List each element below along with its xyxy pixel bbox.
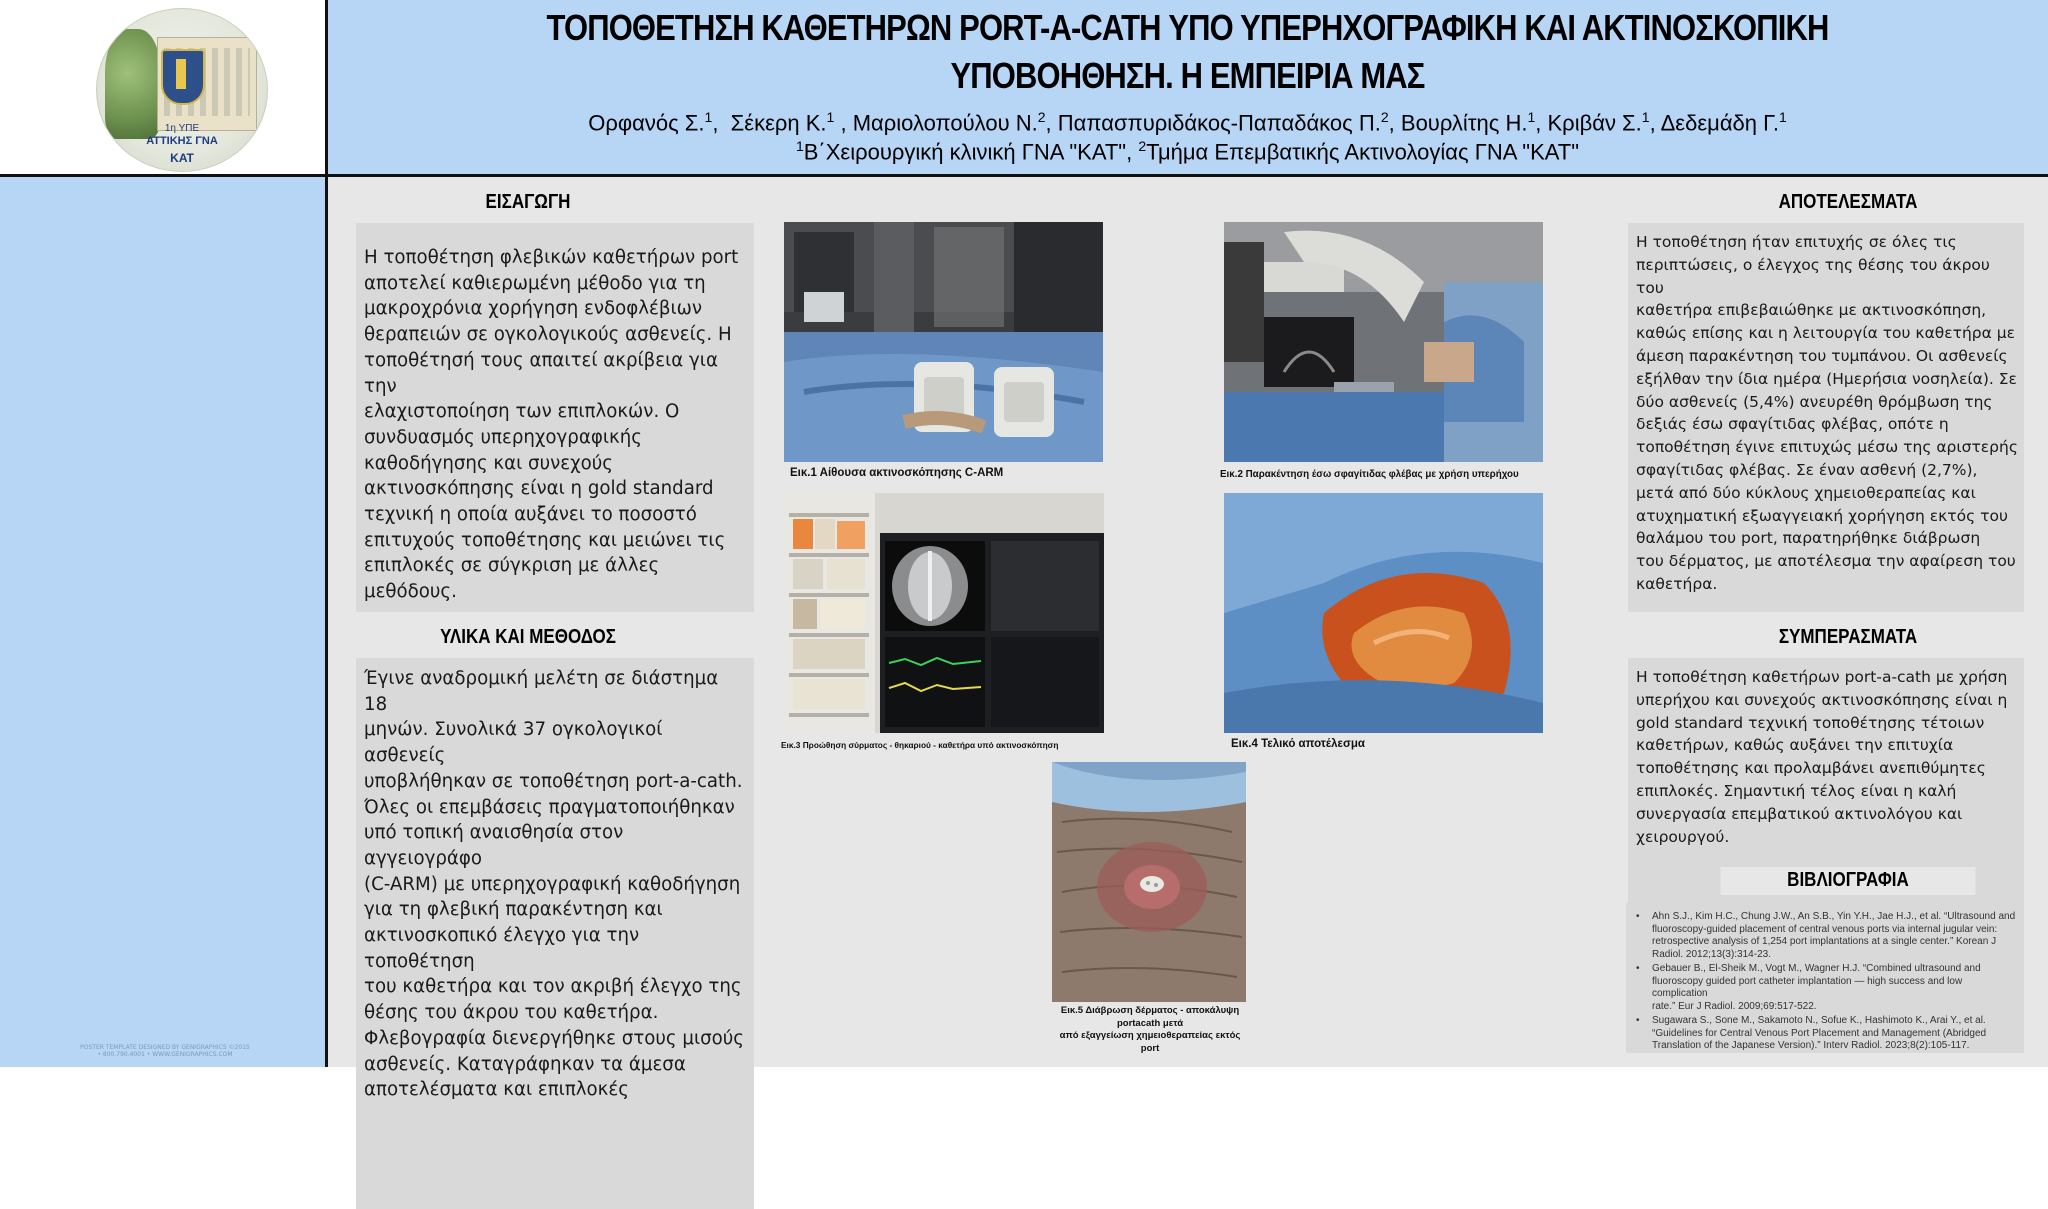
reference-item: [1630, 1015, 2018, 1053]
skin-erosion-image: [1052, 762, 1246, 1002]
text-line: περιπτώσεις, ο έλεγχος της θέσης του άκρου του: [1636, 255, 1990, 297]
text-line: μετά από δύο κύκλους χημειοθεραπείας και: [1636, 483, 1976, 502]
poster-title: [447, 4, 1927, 100]
affiliation-1: Β΄Χειρουργική κλινική ΓΝΑ "ΚΑΤ",: [803, 139, 1139, 165]
author-name: Δεδεμάδη Γ.: [1660, 110, 1779, 136]
text-line: επιπλοκές σε σύγκριση με άλλες μεθόδους.: [364, 555, 660, 603]
title-line-1: ΤΟΠΟΘΕΤΗΣΗ ΚΑΘΕΤΗΡΩΝ PORT-A-CATH ΥΠΟ ΥΠΕΡΗΧΟΓΡΑΦΙΚΗ ΚΑΙ ΑΚΤΙΝΟΣΚΟΠΙΚΗ: [546, 7, 1829, 48]
text-line: τοποθέτησή τους απαιτεί ακρίβεια για την: [364, 349, 718, 397]
author-sep: ,: [834, 110, 853, 136]
text-line: για τη φλεβική παρακέντηση και: [364, 899, 663, 921]
final-result-image: [1224, 493, 1543, 733]
text-line: αποτελέσματα και επιπλοκές: [364, 1079, 629, 1101]
text-line: δεξιάς έσω σφαγίτιδας φλέβας, οπότε η: [1636, 415, 1949, 434]
text-line: ελαχιστοποίηση των επιπλοκών. Ο: [364, 401, 680, 423]
title-line-2: ΥΠΟΒΟΗΘΗΣΗ. Η ΕΜΠΕΙΡΙΑ ΜΑΣ: [950, 55, 1425, 96]
carm-room-image: [784, 222, 1103, 462]
text-line: καθοδήγησης και συνεχούς: [364, 452, 613, 474]
text-line: (C-ARM) με υπερηχογραφική καθοδήγηση: [364, 873, 741, 895]
author-sup: 2: [1037, 109, 1046, 125]
left-sidebar: [0, 177, 325, 1067]
results-text: [1636, 231, 2018, 596]
methods-text: [364, 666, 744, 1103]
intro-title: ΕΙΣΑΓΩΓΗ: [485, 191, 571, 213]
author-name: Κριβάν Σ.: [1547, 110, 1642, 136]
conclusions-text: [1636, 666, 2018, 848]
text-line: χειρουργού.: [1636, 827, 1730, 846]
ref-line: fluoroscopy guided port catheter implantation — high success and low complication: [1652, 975, 1963, 999]
logo-area: [0, 0, 325, 176]
text-line: συνδυασμός υπερηχογραφικής: [364, 426, 642, 448]
results-box: [1628, 223, 2024, 612]
text-line: τοποθέτηση έγινε επιτυχώς μέσω της αριστερής: [1636, 438, 2018, 457]
text-line: Έγινε αναδρομική μελέτη σε διάστημα 18: [364, 668, 719, 715]
ultrasound-puncture-image: [1224, 222, 1543, 462]
figure-1-photo: [784, 222, 1103, 462]
main-content: [328, 177, 2048, 1101]
author-sup: 1: [1778, 109, 1787, 125]
text-line: υπό τοπική αναισθησία στον αγγειογράφο: [364, 822, 624, 869]
text-line: μηνών. Συνολικά 37 ογκολογικοί ασθενείς: [364, 719, 663, 767]
text-line: Όλες οι επεμβάσεις πραγματοποιήθηκαν: [364, 796, 735, 818]
conclusions-title: ΣΥΜΠΕΡΑΣΜΑΤΑ: [1778, 626, 1918, 648]
author-name: Μαριολοπούλου Ν.: [852, 110, 1038, 136]
figure-4-photo: [1224, 493, 1543, 733]
text-line: θεραπειών σε ογκολογικούς ασθενείς. Η: [364, 324, 732, 346]
shield-icon: [161, 49, 205, 105]
figure-2-caption: Εικ.2 Παρακέντηση έσω σφαγίτιδας φλέβας με χρήση υπερήχου: [1220, 469, 1519, 480]
logo-text-line3: ΚΑΤ: [170, 151, 194, 165]
text-line: επιπλοκές. Σημαντική τέλος είναι η καλή: [1636, 781, 1957, 800]
text-line: θαλάμου του port, παρατηρήθηκε διάβρωση: [1636, 529, 1981, 548]
text-line: εξήλθαν την ίδια ημέρα (Ημερήσια νοσηλεία). Σε: [1636, 369, 2017, 388]
author-sup: 1: [1641, 109, 1650, 125]
text-line: καθετήρα επιβεβαιώθηκε με ακτινοσκόπηση,: [1636, 301, 1987, 320]
text-line: άμεση παρακέντηση του τυμπάνου. Οι ασθενείς: [1636, 346, 2008, 365]
figure-3-photo: [785, 493, 1104, 733]
text-line: ακτινοσκόπησης είναι η gold standard: [364, 478, 714, 500]
text-line: καθετήρα.: [1636, 574, 1718, 593]
text-line: υπερήχου και συνεχούς ακτινοσκόπησης είναι η: [1636, 690, 2008, 709]
figure-5-photo: [1052, 762, 1246, 1002]
figure-1-caption: Εικ.1 Αίθουσα ακτινοσκόπησης C-ARM: [790, 467, 1004, 479]
text-line: του καθετήρα και τον ακριβή έλεγχο της: [364, 976, 742, 998]
author-sup: 2: [1380, 109, 1389, 125]
text-line: τοποθέτησης και προλαμβάνει ανεπιθύμητες: [1636, 759, 1986, 778]
references-box: [1626, 903, 2024, 1053]
text-line: αποτελεί καθιερωμένη μέθοδο για τη: [364, 272, 706, 294]
author-list: [327, 104, 2048, 136]
reference-item: [1630, 963, 2018, 1013]
methods-box: [356, 658, 754, 1209]
caption-line: portacath μετά: [1116, 1017, 1184, 1029]
affil-sup: 1: [795, 138, 804, 154]
text-line: gold standard τεχνική τοποθέτησης τέτοιων: [1636, 713, 1985, 732]
figure-4-caption: Εικ.4 Τελικό αποτέλεσμα: [1231, 738, 1365, 750]
ref-line: fluoroscopy-guided placement of central venous ports via internal jugular vein:: [1652, 923, 1998, 935]
text-line: τεχνική η οποία αυξάνει το ποσοστό: [364, 504, 697, 526]
fluoroscopy-monitor-image: [785, 493, 1104, 733]
text-line: του δέρματος, με αποτέλεσμα την αφαίρεση του: [1636, 552, 2016, 571]
text-line: δύο ασθενείς (5,4%) ανευρέθη θρόμβωση της: [1636, 392, 1993, 411]
author-sep: ,: [1045, 110, 1058, 136]
author-name: Βουρλίτης Η.: [1400, 110, 1528, 136]
text-line: θέσης του άκρου του καθετήρα.: [364, 1002, 659, 1024]
author-name: Ορφανός Σ.: [588, 110, 705, 136]
text-line: μακροχρόνια χορήγηση ενδοφλέβιων: [364, 298, 703, 320]
text-line: Η τοποθέτηση φλεβικών καθετήρων port: [364, 247, 739, 268]
text-line: Η τοποθέτηση καθετήρων port-a-cath με χρήση: [1636, 668, 2008, 686]
ref-line: • Ahn S.J., Kim H.C., Chung J.W., An S.B., Yin Y.H., Jae H.J., et al. “Ultrasound and: [1652, 911, 2016, 922]
logo-text-line2: ΑΤΤΙΚΗΣ ΓΝΑ: [146, 135, 218, 147]
text-line: επιτυχούς τοποθέτησης και μειώνει τις: [364, 529, 726, 551]
intro-text: [364, 245, 744, 605]
ref-line: Translation of the Japanese Version).” Interv Radiol. 2023;8(2):105-117.: [1652, 1040, 1970, 1051]
affil-sup: 2: [1138, 138, 1147, 154]
author-sep: ,: [1535, 110, 1548, 136]
ref-line: “Guidelines for Central Venous Port Placement and Management (Abridged: [1652, 1027, 1987, 1039]
results-title: ΑΠΟΤΕΛΕΣΜΑΤΑ: [1778, 191, 1918, 213]
caption-line: Εικ.5 Διάβρωση δέρματος - αποκάλυψη: [1060, 1005, 1240, 1016]
affiliations: [327, 133, 2048, 165]
ref-line: retrospective analysis of 1,254 port implantations at a single center.” Korean J: [1652, 936, 1997, 947]
text-line: Η τοποθέτηση ήταν επιτυχής σε όλες τις: [1636, 233, 1957, 251]
ref-line: rate.” Eur J Radiol. 2009;69:517-522.: [1652, 1000, 1817, 1012]
text-line: υποβλήθηκαν σε τοποθέτηση port-a-cath.: [364, 770, 743, 792]
author-sep: ,: [1649, 110, 1661, 136]
author-sup: 1: [704, 109, 713, 125]
text-line: συνεργασία επεμβατικού ακτινολόγου και: [1636, 804, 1963, 823]
figure-2-photo: [1224, 222, 1543, 462]
ref-line: • Gebauer B., El-Sheik M., Vogt M., Wagner H.J. “Combined ultrasound and: [1652, 963, 1981, 974]
methods-title: ΥΛΙΚΑ ΚΑΙ ΜΕΘΟΔΟΣ: [440, 626, 616, 648]
caption-line: port: [1140, 1042, 1160, 1054]
ref-line: Radiol. 2012;13(3):314-23.: [1652, 948, 1771, 960]
logo-text-line1: 1η ΥΠΕ: [164, 123, 200, 134]
reference-item: [1630, 911, 2018, 961]
author-name: Παπασπυριδάκος-Παπαδάκος Π.: [1057, 110, 1381, 136]
text-line: ατυχηματική εξωαγγειακή χορήγηση εκτός του: [1636, 506, 2008, 525]
hospital-logo: [96, 8, 268, 172]
affiliation-2: Τμήμα Επεμβατικής Ακτινολογίας ΓΝΑ "ΚΑΤ": [1146, 139, 1580, 165]
template-credit: POSTER TEMPLATE DESIGNED BY GENIGRAPHICS ©2015 • 800.790.4001 • WWW.GENIGRAPHICS.COM: [80, 1044, 250, 1058]
caption-line: από εξαγγείωση χημειοθεραπείας εκτός: [1059, 1030, 1241, 1041]
author-sup: 1: [1527, 109, 1536, 125]
text-line: Φλεβογραφία διενεργήθηκε στους μισούς: [364, 1027, 744, 1049]
references-list: [1630, 911, 2018, 1053]
text-line: ακτινοσκοπικό έλεγχο για την τοποθέτηση: [364, 925, 640, 972]
references-title: ΒΙΒΛΙΟΓΡΑΦΙΑ: [1721, 867, 1976, 895]
author-sep: ,: [1388, 110, 1401, 136]
text-line: καθετήρων, καθώς αυξάνει την επιτυχία: [1636, 736, 1954, 755]
figure-3-caption: Εικ.3 Προώθηση σύρματος - θηκαριού - καθετήρα υπό ακτινοσκόπηση: [781, 740, 1059, 750]
text-line: ασθενείς. Καταγράφηκαν τα άμεσα: [364, 1053, 686, 1075]
text-line: σφαγίτιδας φλέβας. Σε έναν ασθενή (2,7%),: [1636, 460, 1978, 479]
poster-header: [327, 0, 2048, 176]
figure-5-caption: [1048, 1005, 1252, 1055]
text-line: καθώς επίσης και η λειτουργία του καθετήρα με: [1636, 324, 2016, 343]
author-name: Σέκερη Κ.: [730, 110, 827, 136]
ref-line: • Sugawara S., Sone M., Sakamoto N., Sofue K., Hashimoto K., Arai Y., et al.: [1652, 1015, 1986, 1026]
author-sep: ,: [712, 110, 731, 136]
author-sup: 1: [826, 109, 835, 125]
intro-box: [356, 223, 754, 612]
